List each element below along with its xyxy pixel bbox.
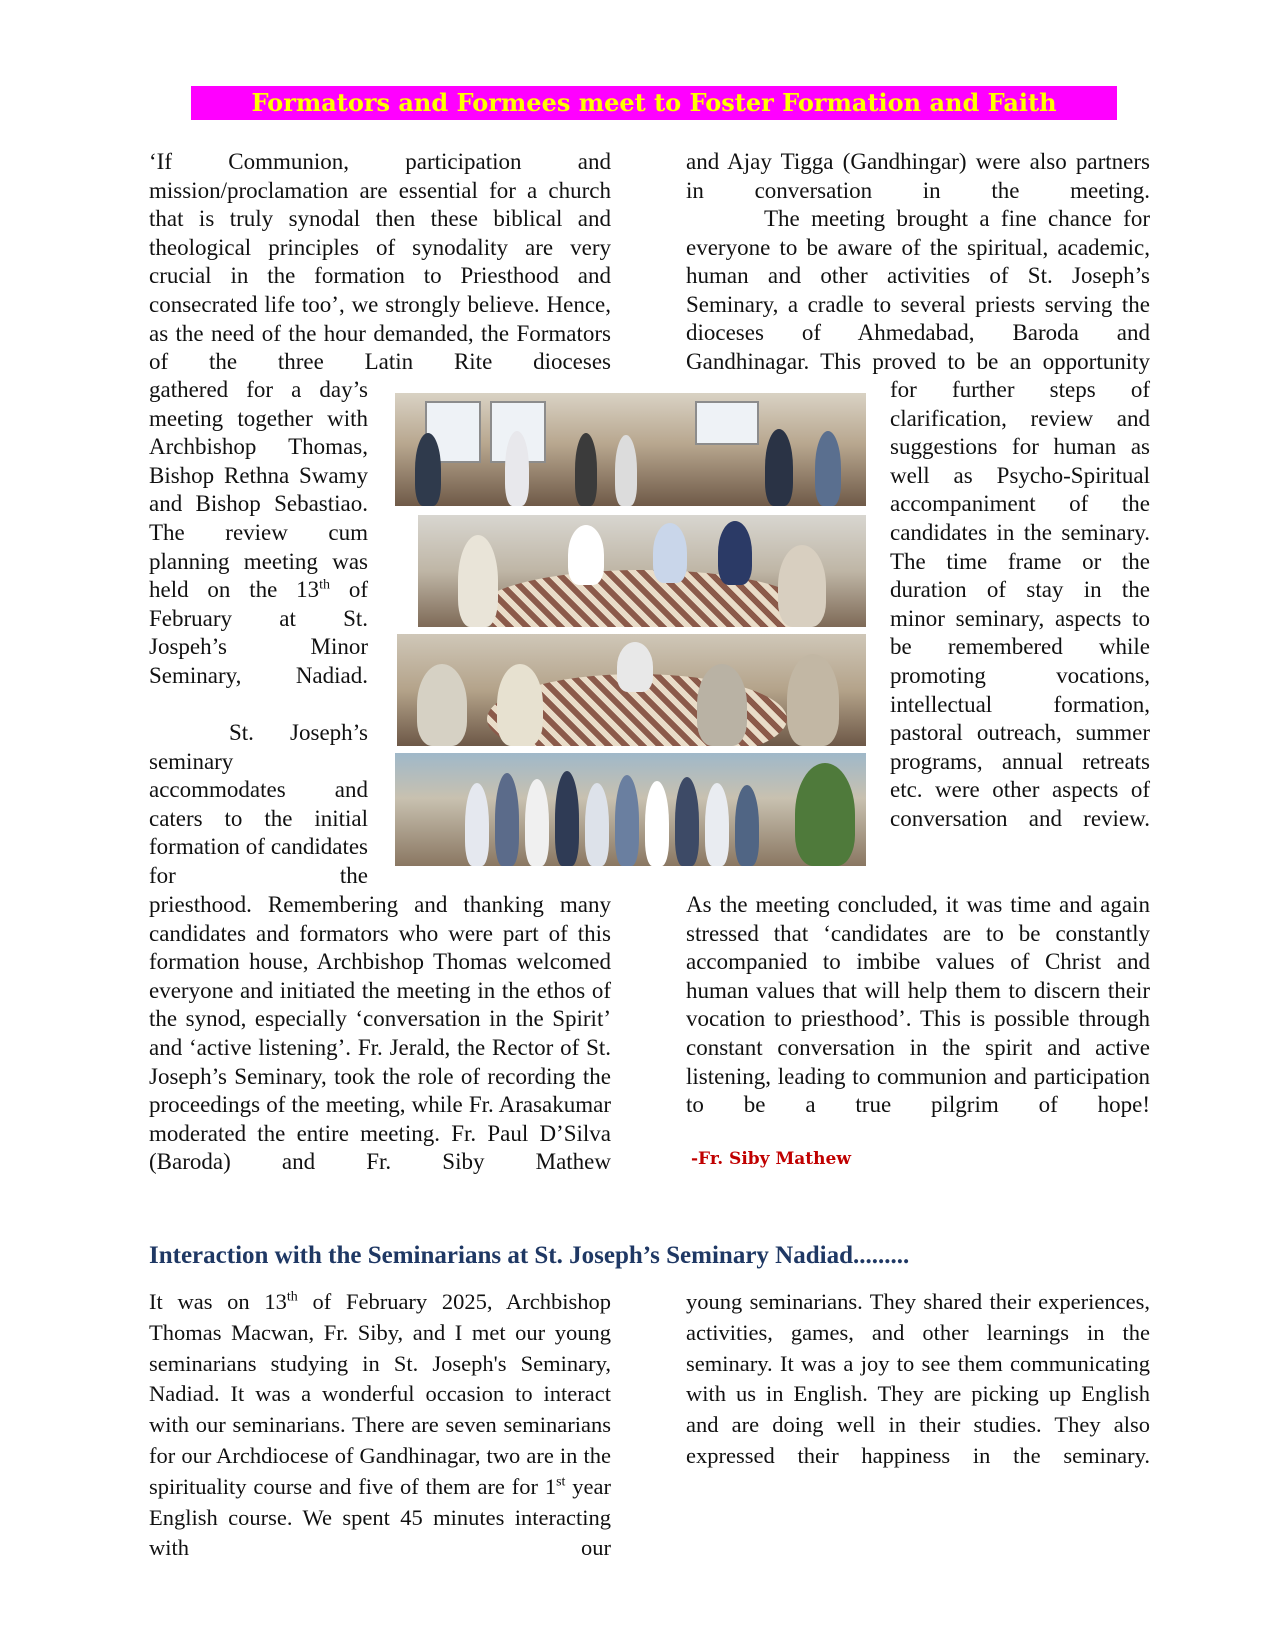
article1-left-bottom-text: priesthood. Remembering and thanking many candidates and formators who were part of this formation house, Archbishop Thomas welcomed everyone and initiated the meeting in the ethos of the synod, especially ‘conversation in the Spirit’ and ‘active listening’. Fr. Jerald, the Rector of St. Joseph’s Seminary, took the role of recording the proceedings of the meeting, while Fr. Arasakumar moderated the entire meeting. Fr. Paul D’Silva (Baroda) and Fr. Siby Mathew: [149, 892, 611, 1175]
article2-left-text: It was on 13th of February 2025, Archbishop Thomas Macwan, Fr. Siby, and I met our young seminarians studying in St. Joseph's Seminary, Nadiad. It was a wonderful occasion to interact with our seminarians. There are seven seminarians for our Archdiocese of Gandhinagar, two are in the spirituality course and five of them are for 1st year English course. We spent 45 minutes interacting with our: [149, 1289, 611, 1561]
article2-right-text: young seminarians. They shared their experiences, activities, games, and other learnings in the seminary. It was a joy to see them communicating with us in English. They are picking up English and are doing well in their studies. They also expressed their happiness in the seminary.: [686, 1289, 1150, 1468]
article1-right-top-text-1: and Ajay Tigga (Gandhingar) were also partners in conversation in the meeting.: [686, 149, 1150, 203]
article1-right-top-text-2: The meeting brought a fine chance for everyone to be aware of the spiritual, academic, human and other activities of St. Joseph’s Seminary, a cradle to several priests serving the dioceses of Ahmedabad, Baroda and Gandhinagar. This proved to be an opportunity: [686, 206, 1150, 374]
photo-round-table-2: [397, 634, 866, 746]
photo-meeting-hall: [395, 393, 866, 506]
article1-right-bottom-text: As the meeting concluded, it was time and again stressed that ‘candidates are to be constantly accompanied to imbibe values of Christ and human values that will help them to discern their vocation to priesthood’. This is possible through constant conversation in the spirit and active listening, leading to communion and participation to be a true pilgrim of hope!: [686, 892, 1150, 1118]
article-title: Formators and Formees meet to Foster Formation and Faith: [191, 86, 1117, 120]
photo-round-table-1: [418, 515, 866, 627]
article1-left-narrow-text-1: gathered for a day’s meeting together with Archbishop Thomas, Bishop Rethna Swamy and Bishop Sebastiao. The review cum planning meeting was held on the 13th of February at St. Jospeh’s Minor Seminary, Nadiad.: [149, 377, 368, 688]
article1-right-narrow-text: for further steps of clarification, review and suggestions for human as well as Psycho-Spiritual accompaniment of the candidates in the seminary. The time frame or the duration of stay in the minor seminary, aspects to be remembered while promoting vocations, intellectual formation, pastoral outreach, summer programs, annual retreats etc. were other aspects of conversation and review.: [890, 377, 1150, 831]
article1-left-narrow-text-2: St. Joseph’s seminary accommodates and caters to the initial formation of candidates for the: [149, 720, 368, 888]
signature: -Fr. Siby Mathew: [691, 1149, 851, 1169]
article1-left-top-text: ‘If Communion, participation and mission/proclamation are essential for a church that is truly synodal then these biblical and theological principles of synodality are very crucial in the formation to Priesthood and consecrated life too’, we strongly believe. Hence, as the need of the hour demanded, the Formators of the three Latin Rite dioceses: [149, 149, 611, 375]
photo-group-outdoor: [395, 753, 866, 866]
article2-heading: Interaction with the Seminarians at St. Joseph’s Seminary Nadiad.........: [149, 1242, 910, 1269]
